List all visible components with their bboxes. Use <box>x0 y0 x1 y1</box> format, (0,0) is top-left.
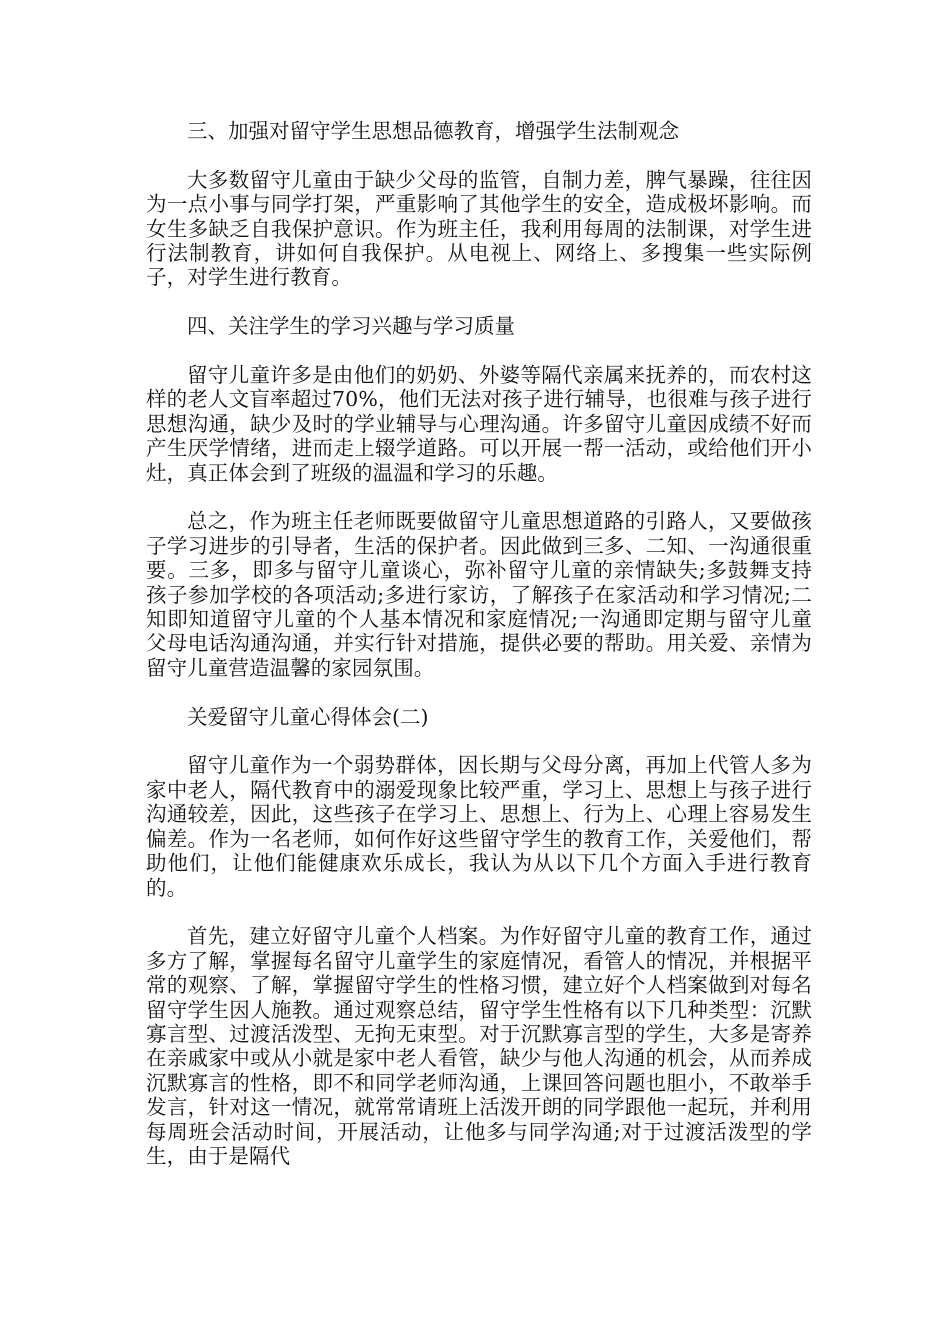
paragraph-spacer <box>146 900 812 924</box>
paragraph-spacer <box>146 339 812 363</box>
body-paragraph: 留守儿童作为一个弱势群体，因长期与父母分离，再加上代管人多为家中老人，隔代教育中的溺爱现象比较严重，学习上、思想上与孩子进行沟通较差，因此，这些孩子在学习上、思想上、行为上、心理上容易发生偏差。作为一名老师，如何作好这些留守学生的教育工作，关爱他们，帮助他们，让他们能健康欢乐成长，我认为从以下几个方面入手进行教育的。 <box>146 753 812 900</box>
paragraph-spacer <box>146 143 812 167</box>
body-paragraph: 首先，建立好留守儿童个人档案。为作好留守儿童的教育工作，通过多方了解，掌握每名留守儿童学生的家庭情况，看管人的情况，并根据平常的观察、了解，掌握留守学生的性格习惯，建立好个人档案做到对每名留守学生因人施教。通过观察总结，留守学生性格有以下几种类型：沉默寡言型、过渡活泼型、无拘无束型。对于沉默寡言型的学生，大多是寄养在亲戚家中或从小就是家中老人看管，缺少与他人沟通的机会，从而养成沉默寡言的性格，即不和同学老师沟通，上课回答问题也胆小，不敢举手发言，针对这一情况，就常常请班上活泼开朗的同学跟他一起玩，并利用每周班会活动时间，开展活动，让他多与同学沟通;对于过渡活泼型的学生，由于是隔代 <box>146 924 812 1168</box>
paragraph-spacer <box>146 680 812 704</box>
body-paragraph: 大多数留守儿童由于缺少父母的监管，自制力差，脾气暴躁，往往因为一点小事与同学打架，严重影响了其他学生的安全，造成极坏影响。而女生多缺乏自我保护意识。作为班主任，我利用每周的法制课，对学生进行法制教育，讲如何自我保护。从电视上、网络上、多搜集一些实际例子，对学生进行教育。 <box>146 167 812 290</box>
body-paragraph: 留守儿童许多是由他们的奶奶、外婆等隔代亲属来抚养的，而农村这样的老人文盲率超过70%，他们无法对孩子进行辅导，也很难与孩子进行思想沟通，缺少及时的学业辅导与心理沟通。许多留守儿童因成绩不好而产生厌学情绪，进而走上辍学道路。可以开展一帮一活动，或给他们开小灶，真正体会到了班级的温温和学习的乐趣。 <box>146 363 812 485</box>
paragraph-spacer <box>146 729 812 753</box>
section-heading: 三、加强对留守学生思想品德教育，增强学生法制观念 <box>187 119 679 143</box>
section-heading: 关爱留守儿童心得体会(二) <box>187 704 429 729</box>
body-paragraph: 总之，作为班主任老师既要做留守儿童思想道路的引路人，又要做孩子学习进步的引导者，生活的保护者。因此做到三多、二知、一沟通很重要。三多，即多与留守儿童谈心，弥补留守儿童的亲情缺失;多鼓舞支持孩子参加学校的各项活动;多进行家访，了解孩子在家活动和学习情况;二知即知道留守儿童的个人基本情况和家庭情况;一沟通即定期与留守儿童父母电话沟通沟通，并实行针对措施，提供必要的帮助。用关爱、亲情为留守儿童营造温馨的家园氛围。 <box>146 509 812 680</box>
paragraph-spacer <box>146 485 812 509</box>
section-heading: 四、关注学生的学习兴趣与学习质量 <box>187 314 515 339</box>
document-page <box>146 119 812 1168</box>
paragraph-spacer <box>146 290 812 314</box>
